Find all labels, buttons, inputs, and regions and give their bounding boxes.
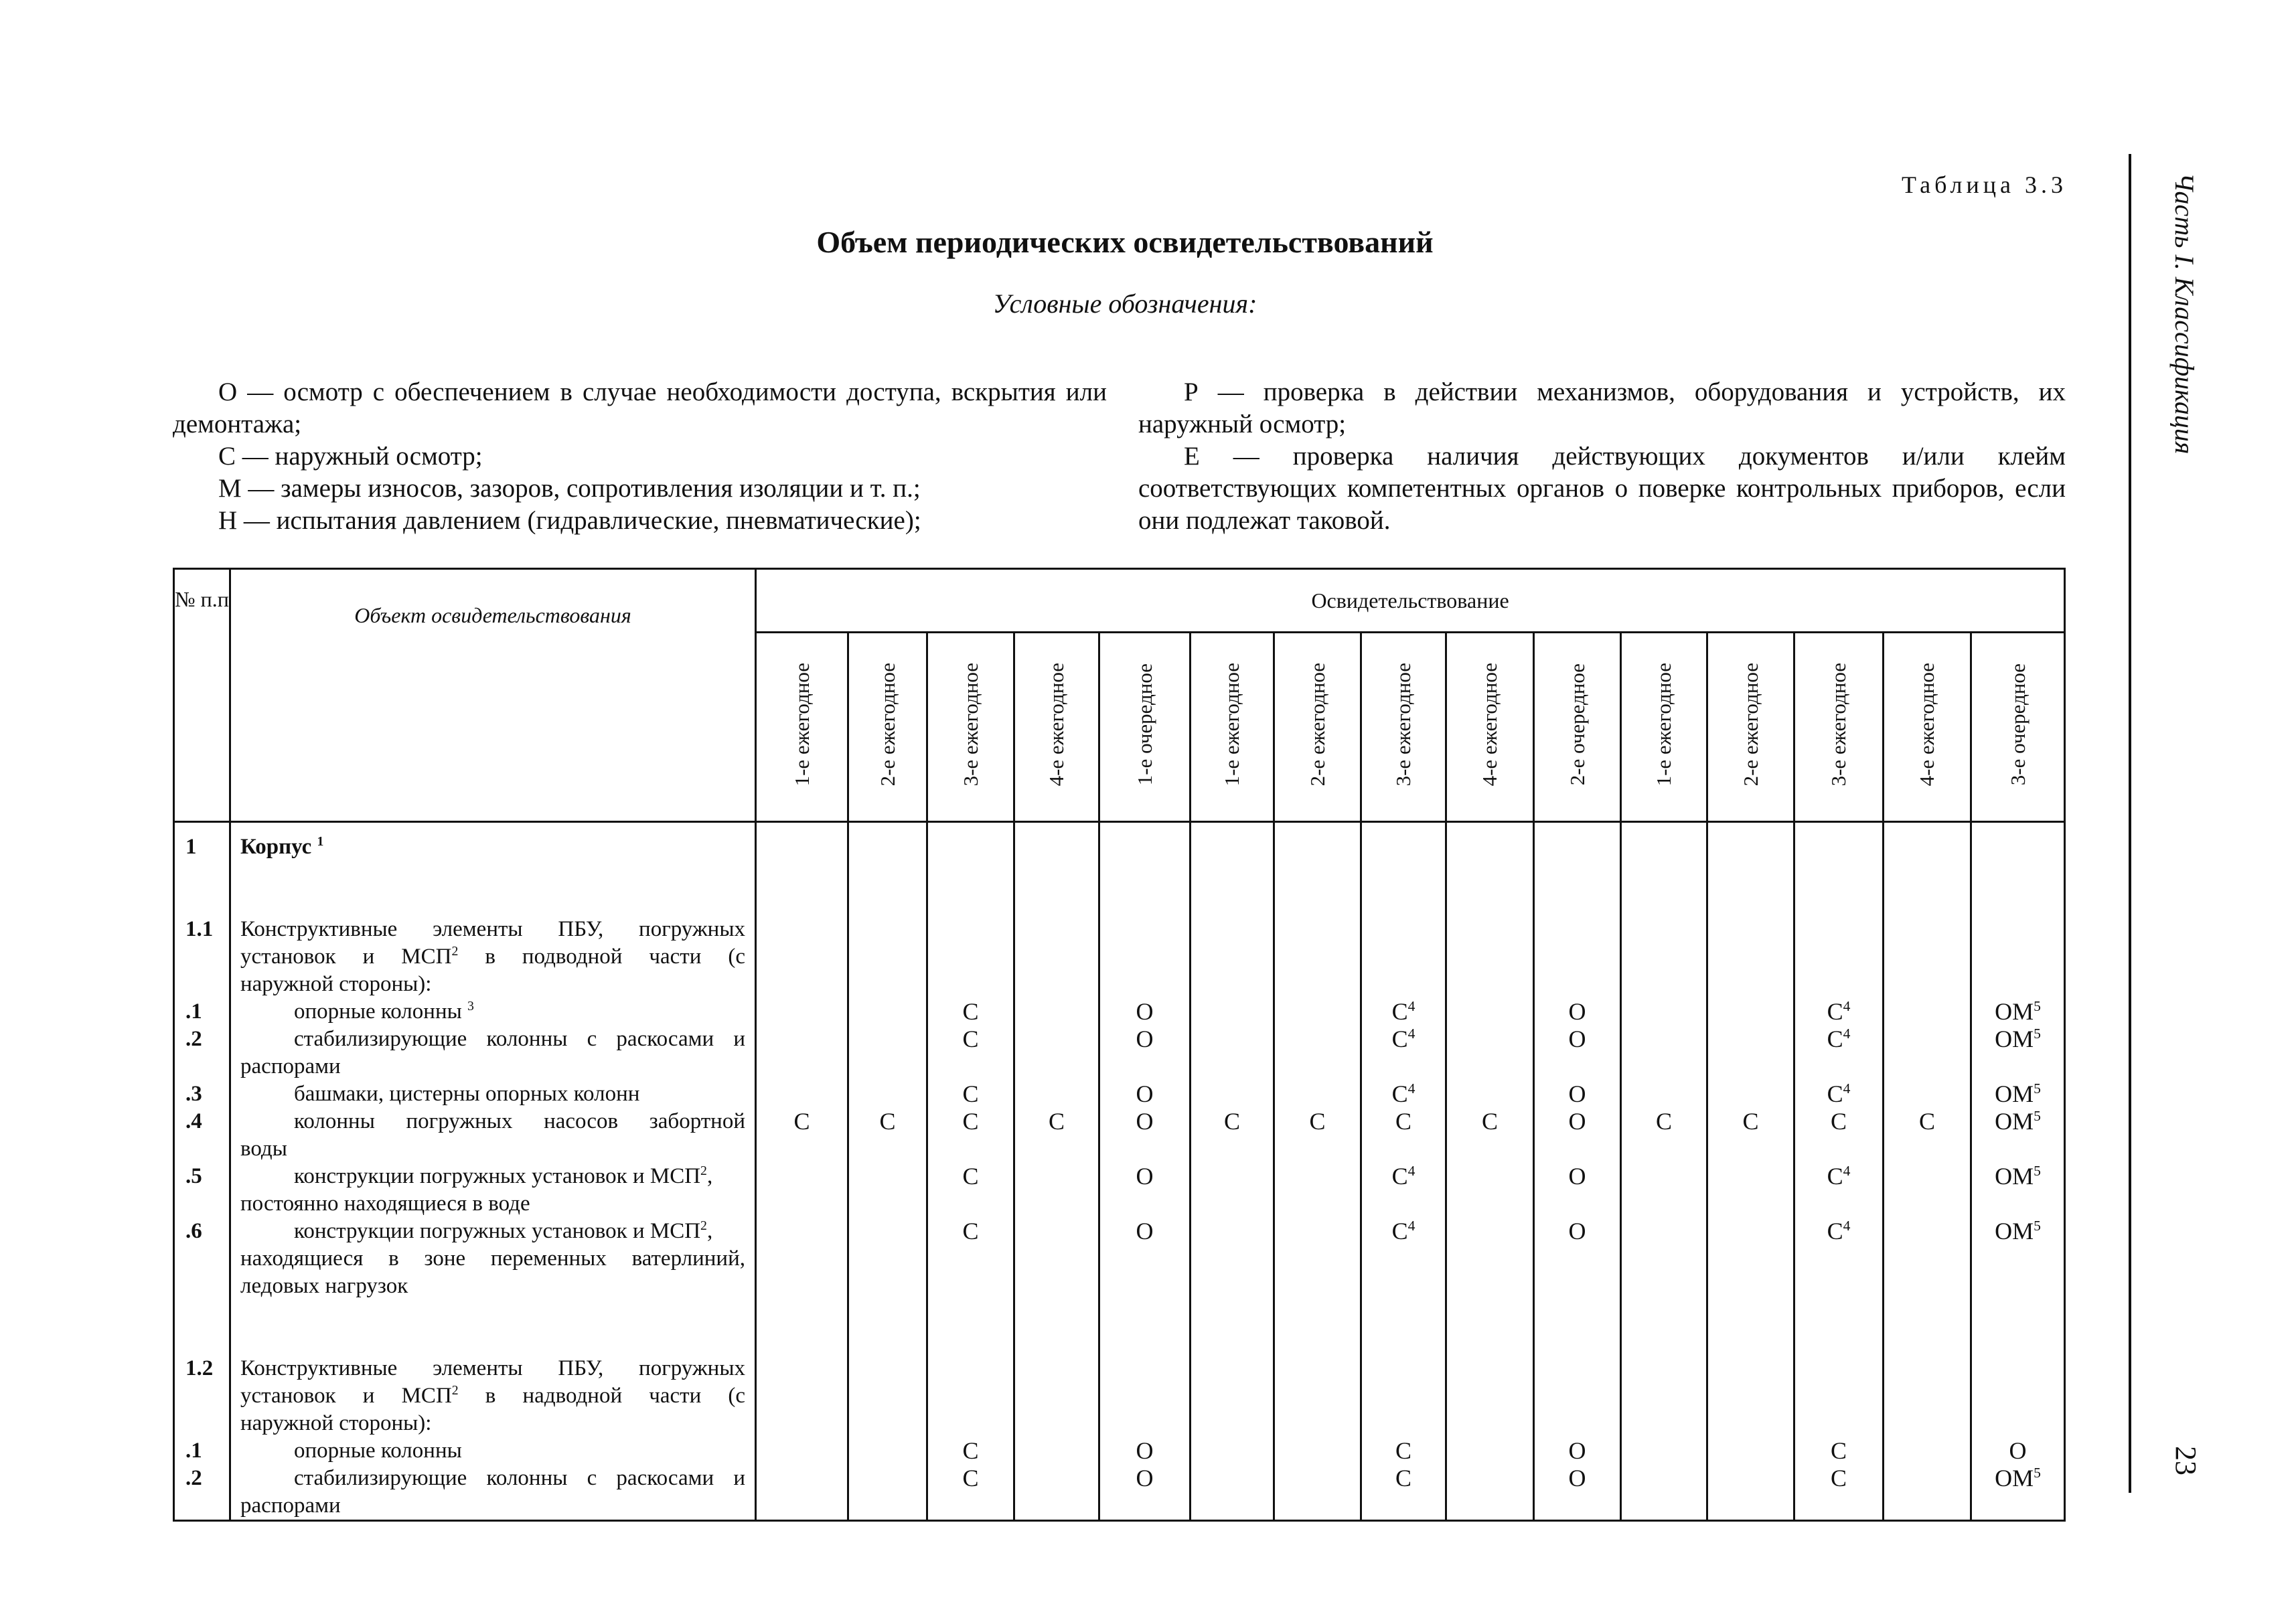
mark-cell: $ОМ^5$ bbox=[1995, 1080, 2041, 1107]
mark-cell: С bbox=[1395, 1465, 1411, 1491]
object-text: Конструктивные элементы ПБУ, погружных bbox=[240, 1356, 745, 1380]
num-column bbox=[174, 822, 230, 1521]
mark-cell: $С^4$ bbox=[1391, 1026, 1415, 1052]
column-header: 3-е ежегодное bbox=[1361, 633, 1446, 822]
object-text: конструкции погружных установок и МСП$^2$, bbox=[294, 1163, 713, 1188]
row-num: 1.2 bbox=[185, 1356, 214, 1380]
object-text: наружной стороны): bbox=[240, 972, 432, 996]
mark-cell: О bbox=[1136, 998, 1154, 1025]
mark-cell: $С^4$ bbox=[1827, 1080, 1851, 1107]
mark-cell: С bbox=[962, 998, 979, 1025]
mark-cell: С bbox=[1830, 1437, 1847, 1464]
header-group: Освидетельствование bbox=[756, 569, 2065, 633]
object-text: установок и МСП$^2$ в надводной части (с bbox=[240, 1383, 745, 1408]
legend-m: М — замеры износов, зазоров, сопротивления изоляции и т. п.; bbox=[218, 474, 921, 503]
mark-cell: $С^4$ bbox=[1391, 1218, 1415, 1244]
survey-column bbox=[1099, 822, 1191, 1521]
object-text: конструкции погружных установок и МСП$^2$, bbox=[294, 1218, 713, 1243]
legend-c: С — наружный осмотр; bbox=[218, 442, 483, 471]
legend-caption: Условные обозначения: bbox=[992, 289, 1257, 319]
page-number: 23 bbox=[2169, 1446, 2202, 1475]
survey-column bbox=[1014, 822, 1099, 1521]
row-num: .1 bbox=[185, 1439, 202, 1463]
column-header: 4-е ежегодное bbox=[1014, 633, 1099, 822]
mark-cell: О bbox=[1568, 1108, 1586, 1135]
object-text: ледовых нагрузок bbox=[240, 1274, 408, 1298]
survey-column bbox=[1621, 822, 1707, 1521]
column-header: 1-е ежегодное bbox=[1191, 633, 1274, 822]
column-header: 3-е ежегодное bbox=[927, 633, 1014, 822]
legend-o: О — осмотр с обеспечением в случае необходимости доступа, вскрытия или демонтажа; bbox=[173, 378, 1107, 438]
survey-column bbox=[1971, 822, 2065, 1521]
object-text: колонны погружных насосов забортной bbox=[294, 1109, 745, 1133]
mark-cell: С bbox=[962, 1163, 979, 1190]
row-num: .2 bbox=[185, 1466, 202, 1490]
row-num: .1 bbox=[185, 999, 202, 1024]
object-text: Конструктивные элементы ПБУ, погружных bbox=[240, 917, 745, 941]
mark-cell: С bbox=[962, 1026, 979, 1052]
mark-cell: $С^4$ bbox=[1827, 1026, 1851, 1052]
mark-cell: О bbox=[1568, 1080, 1586, 1107]
legend-right bbox=[1138, 376, 2066, 537]
mark-cell: $С^4$ bbox=[1827, 1163, 1851, 1190]
mark-cell: О bbox=[1568, 1026, 1586, 1052]
mark-cell: С bbox=[1918, 1108, 1935, 1135]
mark-cell: С bbox=[1395, 1108, 1411, 1135]
column-header: 1-е ежегодное bbox=[756, 633, 848, 822]
row-num: .2 bbox=[185, 1027, 202, 1051]
mark-cell: $С^4$ bbox=[1391, 1163, 1415, 1190]
mark-cell: $ОМ^5$ bbox=[1995, 1108, 2041, 1135]
side-rule bbox=[2129, 154, 2131, 1493]
column-header: 2-е ежегодное bbox=[1274, 633, 1361, 822]
column-header: 2-е ежегодное bbox=[848, 633, 927, 822]
mark-cell: О bbox=[1136, 1108, 1154, 1135]
row-num: .3 bbox=[185, 1082, 202, 1106]
mark-cell: О bbox=[2009, 1437, 2027, 1464]
column-header: 3-е ежегодное bbox=[1794, 633, 1884, 822]
survey-column bbox=[927, 822, 1014, 1521]
legend-h: Н — испытания давлением (гидравлические, пневматические); bbox=[218, 506, 921, 535]
mark-cell: О bbox=[1568, 1218, 1586, 1244]
mark-cell: С bbox=[1395, 1437, 1411, 1464]
mark-cell: О bbox=[1136, 1218, 1154, 1244]
mark-cell: С bbox=[879, 1108, 896, 1135]
header-num: № п.п bbox=[174, 569, 230, 822]
mark-cell: $С^4$ bbox=[1391, 998, 1415, 1025]
column-header: 2-е ежегодное bbox=[1707, 633, 1794, 822]
mark-cell: $ОМ^5$ bbox=[1995, 998, 2041, 1025]
row-num: .5 bbox=[185, 1164, 202, 1188]
mark-cell: $ОМ^5$ bbox=[1995, 1218, 2041, 1244]
legend-e: Е — проверка наличия действующих документов и/или клейм соответствующих компетентных органов о поверке контрольных приборов, если они подлежат таковой. bbox=[1138, 442, 2066, 535]
survey-column bbox=[1274, 822, 1361, 1521]
row-num: .4 bbox=[185, 1109, 202, 1133]
mark-cell: $ОМ^5$ bbox=[1995, 1465, 2041, 1491]
mark-cell: С bbox=[1481, 1108, 1498, 1135]
object-text: воды bbox=[240, 1137, 287, 1161]
mark-cell: С bbox=[1309, 1108, 1326, 1135]
object-text: распорами bbox=[240, 1493, 341, 1518]
survey-column bbox=[1794, 822, 1884, 1521]
survey-column bbox=[1534, 822, 1621, 1521]
survey-column bbox=[1707, 822, 1794, 1521]
table-label: Таблица 3.3 bbox=[1902, 171, 2067, 198]
mark-cell: С bbox=[1655, 1108, 1672, 1135]
mark-cell: С bbox=[1048, 1108, 1065, 1135]
survey-column bbox=[1361, 822, 1446, 1521]
object-text: установок и МСП$^2$ в подводной части (с bbox=[240, 944, 745, 969]
mark-cell: О bbox=[1136, 1026, 1154, 1052]
mark-cell: О bbox=[1568, 1163, 1586, 1190]
survey-column bbox=[756, 822, 848, 1521]
column-header: 4-е ежегодное bbox=[1884, 633, 1971, 822]
mark-cell: $ОМ^5$ bbox=[1995, 1026, 2041, 1052]
mark-cell: С bbox=[1742, 1108, 1759, 1135]
mark-cell: С bbox=[1223, 1108, 1240, 1135]
mark-cell: О bbox=[1568, 1437, 1586, 1464]
mark-cell: С bbox=[1830, 1108, 1847, 1135]
mark-cell: О bbox=[1136, 1163, 1154, 1190]
page-title: Объем периодических освидетельствований bbox=[816, 225, 1434, 259]
column-header: 3-е очередное bbox=[1971, 633, 2065, 822]
object-text: опорные колонны bbox=[294, 1439, 462, 1463]
section-title: Корпус $^1$ bbox=[240, 834, 324, 859]
part-title: Часть I. Классификация bbox=[2169, 173, 2200, 455]
object-text: распорами bbox=[240, 1054, 341, 1078]
row-num: 1.1 bbox=[185, 917, 214, 941]
mark-cell: О bbox=[1568, 998, 1586, 1025]
mark-cell: $С^4$ bbox=[1827, 998, 1851, 1025]
survey-column bbox=[848, 822, 927, 1521]
object-text: находящиеся в зоне переменных ватерлиний, bbox=[240, 1246, 745, 1271]
mark-cell: С bbox=[793, 1108, 810, 1135]
mark-cell: О bbox=[1136, 1465, 1154, 1491]
mark-cell: О bbox=[1568, 1465, 1586, 1491]
mark-cell: О bbox=[1136, 1437, 1154, 1464]
survey-column bbox=[1446, 822, 1534, 1521]
mark-cell: С bbox=[962, 1437, 979, 1464]
object-text: стабилизирующие колонны с раскосами и bbox=[294, 1027, 745, 1051]
column-header: 4-е ежегодное bbox=[1446, 633, 1534, 822]
mark-cell: С bbox=[962, 1218, 979, 1244]
row-num: 1 bbox=[185, 835, 197, 859]
object-text: башмаки, цистерны опорных колонн bbox=[294, 1082, 640, 1106]
mark-cell: $С^4$ bbox=[1391, 1080, 1415, 1107]
survey-column bbox=[1884, 822, 1971, 1521]
header-object: Объект освидетельствования bbox=[230, 569, 756, 822]
mark-cell: $ОМ^5$ bbox=[1995, 1163, 2041, 1190]
mark-cell: О bbox=[1136, 1080, 1154, 1107]
column-header: 1-е очередное bbox=[1099, 633, 1191, 822]
mark-cell: С bbox=[1830, 1465, 1847, 1491]
column-header: 2-е очередное bbox=[1534, 633, 1621, 822]
object-column bbox=[230, 822, 756, 1521]
mark-cell: $С^4$ bbox=[1827, 1218, 1851, 1244]
survey-table bbox=[173, 568, 2066, 1522]
mark-cell: С bbox=[962, 1465, 979, 1491]
legend-p: Р — проверка в действии механизмов, оборудования и устройств, их наружный осмотр; bbox=[1138, 378, 2066, 438]
mark-cell: С bbox=[962, 1108, 979, 1135]
column-header: 1-е ежегодное bbox=[1621, 633, 1707, 822]
legend-left bbox=[173, 376, 1107, 537]
object-text: опорные колонны $^3$ bbox=[294, 999, 474, 1024]
object-text: наружной стороны): bbox=[240, 1411, 432, 1435]
table-body bbox=[174, 822, 2065, 1521]
object-text: постоянно находящиеся в воде bbox=[240, 1192, 530, 1216]
row-num: .6 bbox=[185, 1219, 202, 1243]
object-text: стабилизирующие колонны с раскосами и bbox=[294, 1466, 745, 1490]
survey-column bbox=[1191, 822, 1274, 1521]
mark-cell: С bbox=[962, 1080, 979, 1107]
